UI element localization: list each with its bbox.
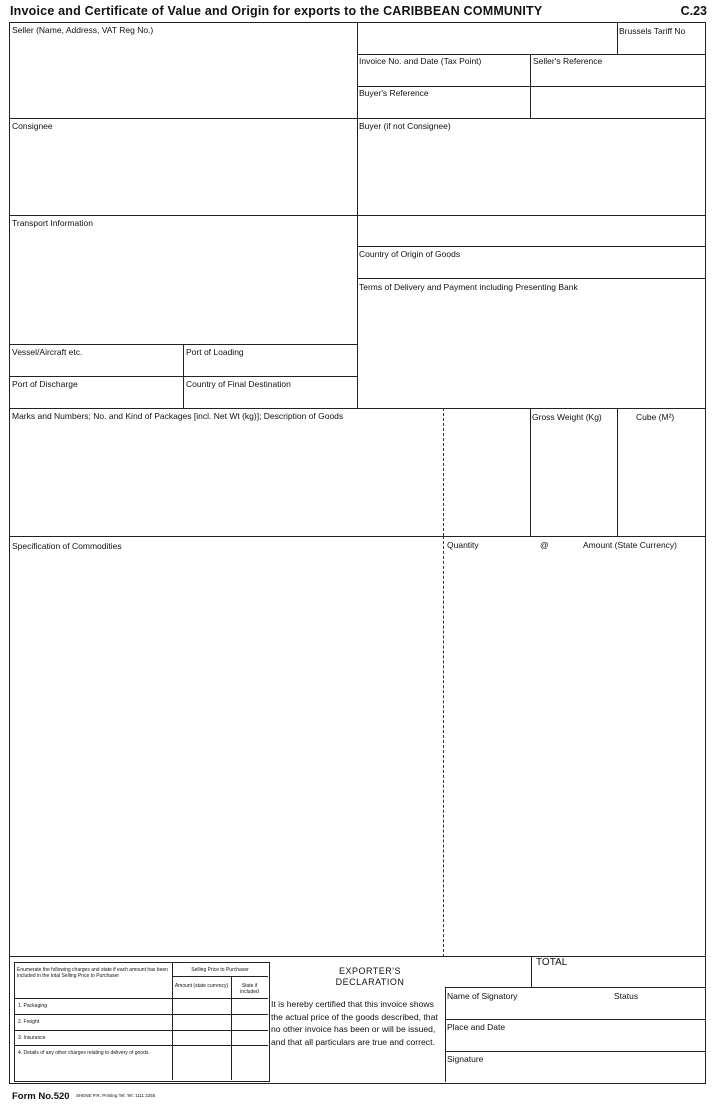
divider [530, 408, 531, 536]
divider [357, 246, 705, 247]
gross-weight-label: Gross Weight (Kg) [532, 412, 602, 422]
divider [9, 118, 705, 119]
divider [445, 1051, 705, 1052]
declaration-heading [290, 966, 450, 988]
divider [445, 987, 531, 988]
declaration-heading-line1: EXPORTER'S [338, 966, 402, 976]
transport-information-label: Transport Information [12, 218, 93, 228]
terms-of-delivery-label: Terms of Delivery and Payment including Presenting Bank [359, 282, 578, 292]
specification-label: Specification of Commodities [12, 541, 122, 551]
status-label: Status [614, 991, 639, 1001]
form-code: C.23 [680, 4, 707, 18]
charge-row-other: 4. Details of any other charges relating to delivery of goods. [18, 1050, 150, 1056]
signature-label: Signature [447, 1054, 484, 1064]
country-of-origin-label: Country of Origin of Goods [359, 249, 461, 259]
country-final-destination-label: Country of Final Destination [186, 379, 291, 389]
divider [172, 976, 268, 977]
brussels-tariff-label: Brussels Tariff No [619, 26, 686, 36]
divider [357, 86, 705, 87]
divider [9, 408, 705, 409]
divider [231, 976, 232, 1080]
divider [357, 54, 705, 55]
divider [357, 278, 705, 279]
form-number: Form No.520 [12, 1091, 70, 1102]
divider [445, 987, 446, 1082]
consignee-label: Consignee [12, 121, 53, 131]
divider [617, 22, 618, 54]
seller-label: Seller (Name, Address, VAT Reg No.) [12, 25, 154, 35]
charge-row-packaging: 1. Packaging [18, 1003, 47, 1009]
declaration-heading-line2: DECLARATION [335, 977, 405, 987]
selling-price-header: Selling Price to Purchaser [191, 967, 249, 973]
declaration-body: It is hereby certified that this invoice shows the actual price of the goods described, that no other invoice has been or will be issued, and that all particulars are true and correct. [271, 999, 438, 1047]
divider [14, 998, 268, 999]
divider [183, 344, 184, 408]
buyer-label: Buyer (if not Consignee) [359, 121, 451, 131]
divider [9, 536, 705, 537]
amount-label: Amount (State Currency) [583, 540, 678, 550]
dashed-divider [443, 536, 444, 957]
divider [9, 215, 705, 216]
state-if-header: State if included [240, 983, 259, 995]
marks-numbers-label: Marks and Numbers; No. and Kind of Packages [incl. Net Wt (kg)]; Description of Goods [12, 411, 344, 421]
specification-field[interactable] [10, 553, 442, 955]
divider [172, 962, 173, 1080]
vessel-aircraft-label: Vessel/Aircraft etc. [12, 347, 83, 357]
place-and-date-label: Place and Date [447, 1022, 506, 1032]
at-label: @ [540, 540, 549, 550]
port-of-discharge-label: Port of Discharge [12, 379, 78, 389]
divider [531, 956, 532, 987]
quantity-label: Quantity [447, 540, 479, 550]
buyers-reference-label: Buyer's Reference [359, 88, 429, 98]
divider [14, 1030, 268, 1031]
printer-note: SHENE P.R. Printing Tel: Tel: 1111 2255 [76, 1093, 156, 1098]
divider [531, 987, 705, 988]
charge-row-insurance: 3. Insurance [18, 1035, 46, 1041]
divider [9, 956, 705, 957]
divider [445, 1019, 705, 1020]
form-title: Invoice and Certificate of Value and Origin for exports to the CARIBBEAN COMMUNITY [10, 4, 543, 18]
dashed-divider [443, 408, 444, 536]
charge-row-freight: 2. Freight [18, 1019, 40, 1025]
total-label: TOTAL [536, 957, 568, 968]
charges-intro: Enumerate the following charges and state if each amount has been included in the total Selling Price to Purchaser [17, 967, 168, 979]
divider [14, 1014, 268, 1015]
divider [14, 1045, 268, 1046]
invoice-no-label: Invoice No. and Date (Tax Point) [359, 56, 482, 66]
name-of-signatory-label: Name of Signatory [447, 991, 518, 1001]
port-of-loading-label: Port of Loading [186, 347, 244, 357]
seller-field[interactable] [10, 36, 356, 117]
divider [617, 408, 618, 536]
amount-header: Amount (state currency) [174, 983, 229, 989]
sellers-reference-label: Seller's Reference [533, 56, 603, 66]
cube-label: Cube (M²) [636, 412, 675, 422]
